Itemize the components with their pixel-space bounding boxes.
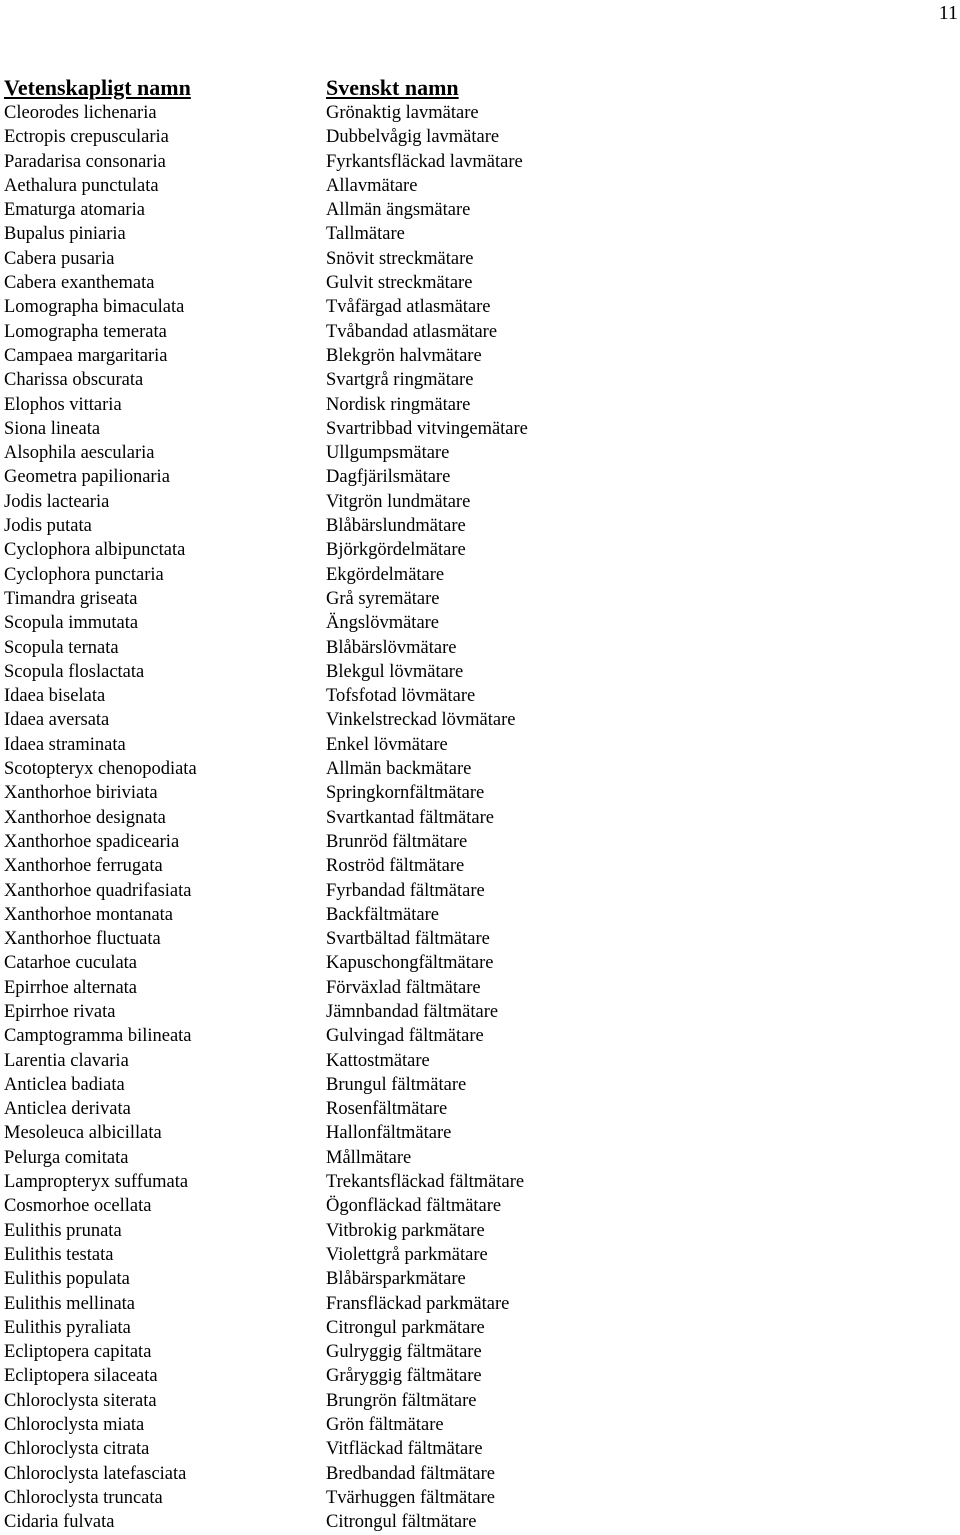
scientific-name-entry: Xanthorhoe ferrugata xyxy=(4,856,163,877)
scientific-name-entry: Jodis lactearia xyxy=(4,491,110,512)
scientific-name-entry: Cabera pusaria xyxy=(4,248,115,269)
swedish-name-entry: Jämnbandad fältmätare xyxy=(326,1001,499,1022)
swedish-name-list xyxy=(326,101,528,1535)
scientific-name-entry: Lampropteryx suffumata xyxy=(4,1172,189,1193)
scientific-name-entry: Larentia clavaria xyxy=(4,1050,129,1071)
scientific-name-entry: Chloroclysta truncata xyxy=(4,1487,163,1508)
swedish-name-entry: Blekgul lövmätare xyxy=(326,661,464,682)
swedish-name-entry: Svartbältad fältmätare xyxy=(326,929,490,950)
swedish-name-entry: Tvåbandad atlasmätare xyxy=(326,321,498,342)
scientific-name-entry: Ecliptopera capitata xyxy=(4,1342,152,1363)
scientific-name-entry: Charissa obscurata xyxy=(4,370,144,391)
swedish-name-entry: Rosenfältmätare xyxy=(326,1099,448,1120)
scientific-name-entry: Idaea aversata xyxy=(4,710,110,731)
swedish-name-entry: Bredbandad fältmätare xyxy=(326,1463,495,1484)
swedish-name-entry: Vitbrokig parkmätare xyxy=(326,1220,485,1241)
swedish-name-entry: Blåbärslundmätare xyxy=(326,516,466,537)
scientific-name-entry: Xanthorhoe quadrifasiata xyxy=(4,880,192,901)
scientific-name-entry: Jodis putata xyxy=(4,516,92,537)
scientific-name-entry: Idaea biselata xyxy=(4,686,106,707)
scientific-name-entry: Ecliptopera silaceata xyxy=(4,1366,158,1387)
scientific-name-header: Vetenskapligt namn xyxy=(4,75,191,100)
swedish-name-entry: Gulryggig fältmätare xyxy=(326,1342,482,1363)
scientific-name-entry: Ectropis crepuscularia xyxy=(4,127,169,148)
scientific-name-entry: Anticlea derivata xyxy=(4,1099,131,1120)
swedish-name-entry: Tofsfotad lövmätare xyxy=(326,686,476,707)
swedish-name-entry: Ängslövmätare xyxy=(326,613,440,634)
swedish-name-entry: Nordisk ringmätare xyxy=(326,394,471,415)
swedish-name-entry: Vitgrön lundmätare xyxy=(326,491,471,512)
swedish-name-entry: Björkgördelmätare xyxy=(326,540,466,561)
swedish-name-entry: Allmän ängsmätare xyxy=(326,200,471,221)
swedish-name-entry: Trekantsfläckad fältmätare xyxy=(326,1172,525,1193)
scientific-name-entry: Ematurga atomaria xyxy=(4,200,145,221)
swedish-name-entry: Fyrkantsfläckad lavmätare xyxy=(326,151,523,172)
scientific-name-entry: Geometra papilionaria xyxy=(4,467,170,488)
scientific-name-entry: Xanthorhoe spadicearia xyxy=(4,831,180,852)
swedish-name-entry: Svartkantad fältmätare xyxy=(326,807,494,828)
scientific-name-entry: Campaea margaritaria xyxy=(4,345,168,366)
scientific-name-entry: Cabera exanthemata xyxy=(4,273,155,294)
swedish-name-entry: Fransfläckad parkmätare xyxy=(326,1293,510,1314)
scientific-name-entry: Chloroclysta latefasciata xyxy=(4,1463,187,1484)
swedish-name-entry: Blåbärslövmätare xyxy=(326,637,457,658)
swedish-name-entry: Backfältmätare xyxy=(326,904,439,925)
scientific-name-entry: Camptogramma bilineata xyxy=(4,1026,192,1047)
swedish-name-entry: Tvärhuggen fältmätare xyxy=(326,1487,495,1508)
scientific-name-entry: Scopula ternata xyxy=(4,637,119,658)
scientific-name-entry: Eulithis mellinata xyxy=(4,1293,136,1314)
scientific-name-entry: Anticlea badiata xyxy=(4,1074,125,1095)
scientific-name-entry: Paradarisa consonaria xyxy=(4,151,166,172)
scientific-name-entry: Cyclophora punctaria xyxy=(4,564,164,585)
scientific-name-entry: Scopula floslactata xyxy=(4,661,145,682)
scientific-name-entry: Catarhoe cuculata xyxy=(4,953,138,974)
scientific-name-entry: Cosmorhoe ocellata xyxy=(4,1196,152,1217)
swedish-name-entry: Gråryggig fältmätare xyxy=(326,1366,482,1387)
scientific-name-entry: Xanthorhoe montanata xyxy=(4,904,174,925)
swedish-name-entry: Citrongul parkmätare xyxy=(326,1317,485,1338)
page-number: 11 xyxy=(938,2,958,24)
scientific-name-entry: Chloroclysta miata xyxy=(4,1415,145,1436)
scientific-name-entry: Epirrhoe rivata xyxy=(4,1001,116,1022)
scientific-name-entry: Alsophila aescularia xyxy=(4,443,155,464)
swedish-name-entry: Blåbärsparkmätare xyxy=(326,1269,466,1290)
scientific-name-entry: Lomographa bimaculata xyxy=(4,297,185,318)
swedish-name-entry: Springkornfältmätare xyxy=(326,783,485,804)
swedish-name-entry: Dubbelvågig lavmätare xyxy=(326,127,500,148)
swedish-name-entry: Dagfjärilsmätare xyxy=(326,467,451,488)
swedish-name-entry: Grön fältmätare xyxy=(326,1415,444,1436)
scientific-name-entry: Scotopteryx chenopodiata xyxy=(4,759,197,780)
scientific-name-entry: Idaea straminata xyxy=(4,734,126,755)
scientific-name-entry: Xanthorhoe biriviata xyxy=(4,783,158,804)
swedish-name-entry: Roströd fältmätare xyxy=(326,856,465,877)
scientific-name-entry: Xanthorhoe designata xyxy=(4,807,166,828)
scientific-name-entry: Aethalura punctulata xyxy=(4,175,159,196)
swedish-name-entry: Snövit streckmätare xyxy=(326,248,474,269)
scientific-name-entry: Eulithis pyraliata xyxy=(4,1317,131,1338)
scientific-name-column xyxy=(4,75,197,1535)
swedish-name-header: Svenskt namn xyxy=(326,75,459,100)
swedish-name-entry: Hallonfältmätare xyxy=(326,1123,452,1144)
swedish-name-entry: Citrongul fältmätare xyxy=(326,1512,477,1533)
scientific-name-entry: Timandra griseata xyxy=(4,588,138,609)
swedish-name-entry: Ullgumpsmätare xyxy=(326,443,450,464)
swedish-name-entry: Ekgördelmätare xyxy=(326,564,445,585)
swedish-name-entry: Violettgrå parkmätare xyxy=(326,1244,488,1265)
swedish-name-entry: Svartribbad vitvingemätare xyxy=(326,418,528,439)
scientific-name-entry: Cidaria fulvata xyxy=(4,1512,115,1533)
swedish-name-entry: Svartgrå ringmätare xyxy=(326,370,474,391)
swedish-name-entry: Fyrbandad fältmätare xyxy=(326,880,485,901)
swedish-name-entry: Enkel lövmätare xyxy=(326,734,448,755)
scientific-name-entry: Eulithis prunata xyxy=(4,1220,122,1241)
scientific-name-entry: Eulithis populata xyxy=(4,1269,130,1290)
swedish-name-entry: Brungrön fältmätare xyxy=(326,1390,477,1411)
swedish-name-entry: Ögonfläckad fältmätare xyxy=(326,1196,502,1217)
swedish-name-entry: Brunröd fältmätare xyxy=(326,831,468,852)
swedish-name-entry: Mållmätare xyxy=(326,1147,412,1168)
scientific-name-entry: Epirrhoe alternata xyxy=(4,977,138,998)
scientific-name-entry: Cleorodes lichenaria xyxy=(4,103,157,123)
scientific-name-list xyxy=(4,101,197,1535)
swedish-name-entry: Gulvingad fältmätare xyxy=(326,1026,484,1047)
swedish-name-entry: Grönaktig lavmätare xyxy=(326,103,479,123)
scientific-name-entry: Elophos vittaria xyxy=(4,394,122,415)
scientific-name-entry: Chloroclysta citrata xyxy=(4,1439,150,1460)
scientific-name-entry: Chloroclysta siterata xyxy=(4,1390,157,1411)
swedish-name-entry: Blekgrön halvmätare xyxy=(326,345,482,366)
swedish-name-entry: Kattostmätare xyxy=(326,1050,430,1071)
scientific-name-entry: Xanthorhoe fluctuata xyxy=(4,929,161,950)
swedish-name-entry: Vitfläckad fältmätare xyxy=(326,1439,483,1460)
scientific-name-entry: Pelurga comitata xyxy=(4,1147,129,1168)
swedish-name-entry: Vinkelstreckad lövmätare xyxy=(326,710,516,731)
scientific-name-entry: Siona lineata xyxy=(4,418,101,439)
swedish-name-entry: Tvåfärgad atlasmätare xyxy=(326,297,491,318)
scientific-name-entry: Cyclophora albipunctata xyxy=(4,540,186,561)
swedish-name-entry: Tallmätare xyxy=(326,224,405,245)
swedish-name-entry: Kapuschongfältmätare xyxy=(326,953,494,974)
scientific-name-entry: Bupalus piniaria xyxy=(4,224,126,245)
swedish-name-entry: Allavmätare xyxy=(326,175,418,196)
swedish-name-entry: Allmän backmätare xyxy=(326,759,472,780)
scientific-name-entry: Lomographa temerata xyxy=(4,321,167,342)
scientific-name-entry: Mesoleuca albicillata xyxy=(4,1123,162,1144)
swedish-name-entry: Förväxlad fältmätare xyxy=(326,977,481,998)
swedish-name-entry: Grå syremätare xyxy=(326,588,440,609)
swedish-name-entry: Brungul fältmätare xyxy=(326,1074,467,1095)
swedish-name-column xyxy=(326,75,528,1535)
scientific-name-entry: Eulithis testata xyxy=(4,1244,114,1265)
scientific-name-entry: Scopula immutata xyxy=(4,613,139,634)
swedish-name-entry: Gulvit streckmätare xyxy=(326,273,473,294)
